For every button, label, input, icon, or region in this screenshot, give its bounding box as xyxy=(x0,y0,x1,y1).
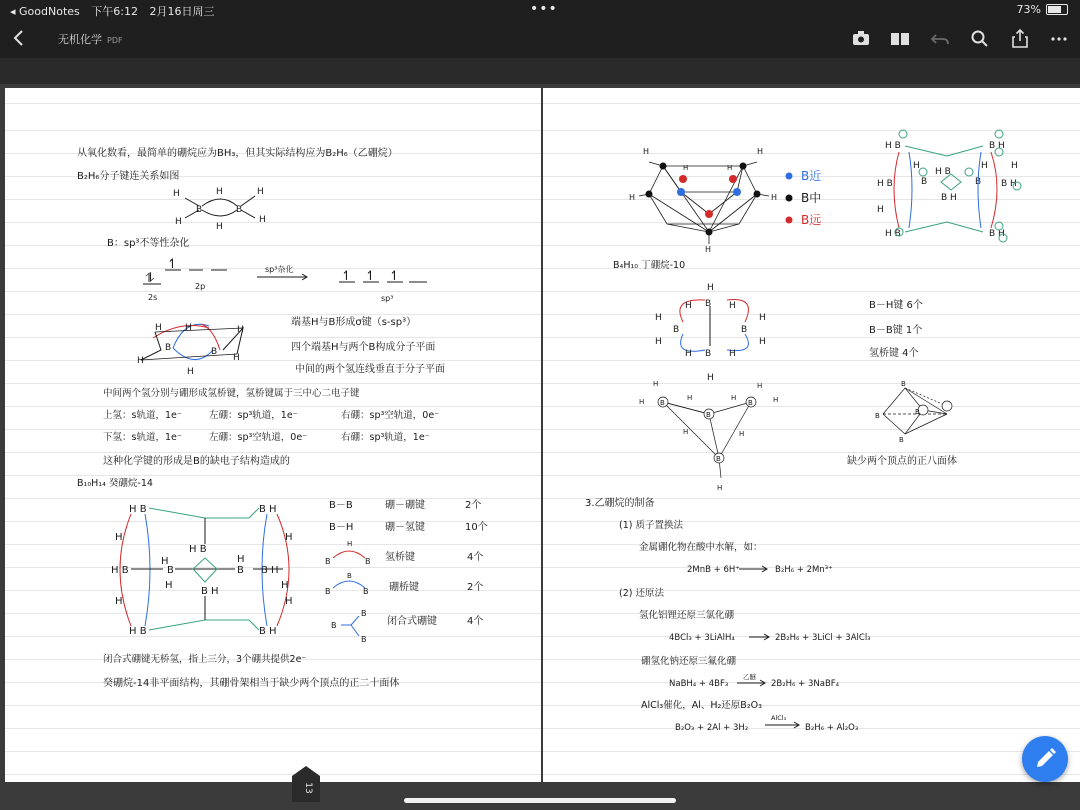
svg-text:B: B xyxy=(748,399,753,407)
svg-text:B: B xyxy=(325,557,331,566)
legend-middle: B中 xyxy=(801,191,822,205)
svg-text:H: H xyxy=(757,147,764,156)
battery-icon xyxy=(1046,4,1068,15)
eq3-condition: 乙醚 xyxy=(743,673,756,681)
battery-fill xyxy=(1048,6,1061,13)
svg-text:H: H xyxy=(347,540,353,548)
svg-text:B: B xyxy=(236,205,243,215)
bond-name-3: 硼桥键 xyxy=(389,582,419,593)
status-date: 2月16日周三 xyxy=(149,5,215,18)
svg-text:H B: H B xyxy=(885,229,901,239)
left-page[interactable] xyxy=(5,88,541,782)
eq1-left: 2MnB + 6H⁺ xyxy=(687,565,740,575)
octahedron-note: 缺少两个顶点的正八面体 xyxy=(847,456,957,467)
svg-text:B H: B H xyxy=(261,565,279,576)
svg-text:H: H xyxy=(683,164,689,172)
svg-text:H: H xyxy=(259,215,266,225)
b4h10-structure xyxy=(655,283,766,383)
back-icon[interactable] xyxy=(8,24,30,52)
page-number: 13 xyxy=(303,782,313,794)
battery-percent: 73% xyxy=(1016,3,1041,16)
svg-text:B: B xyxy=(901,380,906,388)
svg-text:H: H xyxy=(687,394,693,402)
upper-h: 上氢：s轨道，1e⁻ xyxy=(103,410,182,421)
eq2-left: 4BCl₃ + 3LiAlH₄ xyxy=(669,633,735,643)
svg-text:B: B xyxy=(165,343,172,353)
svg-text:B H: B H xyxy=(989,141,1005,151)
svg-text:H: H xyxy=(115,532,123,543)
status-right xyxy=(1017,3,1068,16)
svg-text:H: H xyxy=(729,349,736,359)
svg-text:B: B xyxy=(361,635,367,644)
svg-text:H: H xyxy=(175,217,182,227)
pencil-icon xyxy=(1022,736,1068,782)
svg-text:H: H xyxy=(173,189,180,199)
document-title[interactable] xyxy=(58,31,123,47)
hybrid-note: B：sp³不等性杂化 xyxy=(107,238,190,249)
method-2: (2) 还原法 xyxy=(619,588,664,599)
intro-line-1: 从氧化数看，最简单的硼烷应为BH₃，但其实际结构应为B₂H₆（乙硼烷） xyxy=(77,148,398,159)
back-to-app[interactable]: ◂ GoodNotes xyxy=(10,5,80,18)
legend-far: B远 xyxy=(801,213,822,227)
bond-name-1: 硼－氢键 xyxy=(385,522,425,533)
svg-text:B: B xyxy=(325,587,331,596)
eq4-condition: AlCl₃ xyxy=(771,714,787,722)
upper-right-b: 右硼：sp³空轨道，0e⁻ xyxy=(341,410,440,421)
more-icon[interactable] xyxy=(1046,26,1072,52)
bond-name-4: 闭合式硼键 xyxy=(387,616,437,627)
svg-text:B H: B H xyxy=(941,193,957,203)
b10h14-numbered-structure xyxy=(877,130,1021,242)
eq4-left: B₂O₃ + 2Al + 3H₂ xyxy=(675,723,749,733)
b10h14-3d-atoms xyxy=(629,147,777,254)
svg-text:B: B xyxy=(875,412,880,420)
svg-text:B: B xyxy=(365,557,371,566)
hydrogen-bridge-sketch xyxy=(325,540,371,566)
svg-text:B: B xyxy=(705,349,712,359)
undo-icon[interactable] xyxy=(927,26,953,52)
svg-text:B: B xyxy=(899,436,904,444)
svg-text:H: H xyxy=(155,323,162,333)
right-page[interactable] xyxy=(543,88,1080,782)
lower-left-b: 左硼：sp³空轨道，0e⁻ xyxy=(209,432,308,443)
legend-near: B近 xyxy=(801,169,822,183)
document-kind: PDF xyxy=(107,36,123,45)
svg-text:B: B xyxy=(331,621,337,630)
lower-h: 下氢：s轨道，1e⁻ xyxy=(103,432,182,443)
svg-text:H: H xyxy=(285,532,293,543)
svg-text:H: H xyxy=(216,187,223,197)
eq3-right: 2B₂H₆ + 3NaBF₄ xyxy=(771,679,840,689)
b4h10-3d-labels xyxy=(639,380,778,492)
svg-text:H: H xyxy=(773,396,779,404)
orb-arrow-label: sp³杂化 xyxy=(265,265,294,274)
eq2-right: 2B₂H₆ + 3LiCl + 3AlCl₃ xyxy=(775,633,871,643)
closed-note-2: 癸硼烷-14非平面结构，其硼骨架相当于缺少两个顶点的正二十面体 xyxy=(103,678,400,689)
svg-text:B: B xyxy=(237,565,244,576)
b4h10-hbridge-bonds: 氢桥键 4个 xyxy=(869,348,919,359)
b4h10-title: B₄H₁₀ 丁硼烷-10 xyxy=(613,260,686,271)
svg-text:B: B xyxy=(347,572,352,580)
camera-icon[interactable] xyxy=(848,26,874,52)
svg-text:B: B xyxy=(167,565,174,576)
svg-text:H: H xyxy=(257,187,264,197)
svg-text:B H: B H xyxy=(1001,179,1017,189)
svg-text:H: H xyxy=(1011,161,1018,171)
svg-text:↿: ↿ xyxy=(167,257,178,272)
svg-text:B H: B H xyxy=(201,586,219,597)
svg-text:↿: ↿ xyxy=(389,269,400,284)
closed-bond-sketch xyxy=(331,609,367,644)
svg-text:H: H xyxy=(727,164,733,172)
desc-line-1: 端基H与B形成σ键（s-sp³） xyxy=(291,317,417,328)
method-2-desc-1: 氢化铝锂还原三氯化硼 xyxy=(639,610,735,621)
method-1-desc: 金属硼化物在酸中水解，如： xyxy=(639,542,763,553)
svg-text:B H: B H xyxy=(259,626,277,637)
svg-text:H: H xyxy=(237,554,245,565)
svg-text:H: H xyxy=(731,394,737,402)
eq3-left: NaBH₄ + 4BF₃ xyxy=(669,679,729,689)
eq4-right: B₂H₆ + Al₂O₃ xyxy=(805,723,859,733)
svg-text:B: B xyxy=(921,177,928,187)
book-icon[interactable] xyxy=(887,26,913,52)
svg-text:B: B xyxy=(716,455,721,463)
svg-text:H: H xyxy=(913,161,920,171)
reason-note: 这种化学键的形成是B的缺电子结构造成的 xyxy=(103,456,290,467)
svg-text:B: B xyxy=(915,408,920,416)
orb-2s: 2s xyxy=(148,293,158,302)
svg-text:H: H xyxy=(165,580,173,591)
toolbar xyxy=(0,20,1080,58)
svg-text:H: H xyxy=(757,382,763,390)
multitask-dots-icon[interactable]: ••• xyxy=(530,1,558,17)
desc-line-3: 中间的两个氢连线垂直于分子平面 xyxy=(295,364,445,375)
svg-text:H: H xyxy=(233,353,240,363)
svg-text:B: B xyxy=(975,177,982,187)
orb-2p: 2p xyxy=(195,282,206,291)
svg-text:H: H xyxy=(655,313,662,323)
bond-count-4: 4个 xyxy=(467,616,484,627)
svg-text:B: B xyxy=(706,411,711,419)
svg-text:H: H xyxy=(115,596,123,607)
svg-text:B: B xyxy=(196,205,203,215)
svg-text:H: H xyxy=(717,484,723,492)
svg-text:↿: ↿ xyxy=(341,269,352,284)
status-time: 下午6:12 xyxy=(91,5,138,18)
svg-text:H B: H B xyxy=(111,565,129,576)
svg-text:B H: B H xyxy=(989,229,1005,239)
status-bar xyxy=(0,0,1080,20)
desc-line-2: 四个端基H与两个B构成分子平面 xyxy=(291,342,436,353)
bridge-note: 中间两个氢分别与硼形成氢桥键，氢桥键属于三中心二电子键 xyxy=(103,388,360,399)
svg-text:H: H xyxy=(759,313,766,323)
left-page-drawing xyxy=(5,88,541,782)
b4h10-bb-bonds: B－B键 1个 xyxy=(869,325,923,336)
bond-name-2: 氢桥键 xyxy=(385,552,415,563)
share-icon[interactable] xyxy=(1007,26,1033,52)
b2h6-structure-3d xyxy=(137,323,244,377)
closed-note-1: 闭合式硼键无桥氢，指上三分，3个硼共提供2e⁻ xyxy=(103,654,307,665)
orb-sp3: sp³ xyxy=(381,294,394,303)
svg-text:H: H xyxy=(877,205,884,215)
document-title-text: 无机化学 xyxy=(58,33,102,46)
svg-text:H: H xyxy=(281,580,289,591)
b-legend xyxy=(786,169,822,227)
prep-heading: 3.乙硼烷的制备 xyxy=(585,498,655,509)
svg-text:⥮: ⥮ xyxy=(145,271,155,286)
svg-text:H: H xyxy=(771,193,778,202)
svg-text:H: H xyxy=(705,245,712,254)
status-left xyxy=(10,3,222,19)
bond-name-0: 硼－硼键 xyxy=(385,500,425,511)
svg-text:↿: ↿ xyxy=(365,269,376,284)
svg-text:H: H xyxy=(216,222,223,232)
svg-text:B: B xyxy=(363,587,369,596)
svg-text:B: B xyxy=(741,325,748,335)
svg-text:B: B xyxy=(660,399,665,407)
intro-line-2: B₂H₆分子键连关系如图 xyxy=(77,171,180,182)
svg-text:B: B xyxy=(673,325,680,335)
lower-right-b: 右硼：sp³轨道，1e⁻ xyxy=(341,432,430,443)
svg-text:H B: H B xyxy=(885,141,901,151)
b10h14-structure xyxy=(111,504,293,637)
svg-text:H: H xyxy=(237,325,244,335)
bond-count-3: 2个 xyxy=(467,582,484,593)
method-2-desc-3: AlCl₃催化，Al、H₂还原B₂O₃ xyxy=(641,700,762,711)
svg-text:H: H xyxy=(739,430,745,438)
bond-count-1: 10个 xyxy=(465,522,488,533)
svg-text:H: H xyxy=(137,356,144,366)
svg-text:H B: H B xyxy=(189,544,207,555)
upper-left-b: 左硼：sp³轨道，1e⁻ xyxy=(209,410,298,421)
search-icon[interactable] xyxy=(967,26,993,52)
method-2-desc-2: 硼氢化钠还原三氟化硼 xyxy=(641,656,737,667)
bond-type-1: B－H xyxy=(329,522,354,533)
pen-tool-button[interactable] xyxy=(1022,736,1068,782)
bond-table xyxy=(325,498,488,644)
b4h10-bh-bonds: B－H键 6个 xyxy=(869,300,923,311)
svg-text:H: H xyxy=(185,323,192,333)
svg-text:H: H xyxy=(285,596,293,607)
bond-count-2: 4个 xyxy=(467,552,484,563)
svg-text:H: H xyxy=(655,337,662,347)
svg-text:H: H xyxy=(685,301,692,311)
svg-text:H: H xyxy=(707,283,714,293)
svg-text:B: B xyxy=(361,609,367,618)
svg-text:H: H xyxy=(629,193,636,202)
page-number-tab[interactable] xyxy=(292,764,320,802)
home-indicator[interactable] xyxy=(404,798,676,803)
svg-text:B: B xyxy=(211,347,218,357)
bond-count-0: 2个 xyxy=(465,500,482,511)
svg-text:H: H xyxy=(759,337,766,347)
svg-text:H B: H B xyxy=(129,504,147,515)
svg-text:H: H xyxy=(187,367,194,377)
svg-text:H: H xyxy=(161,556,169,567)
svg-text:H: H xyxy=(729,301,736,311)
svg-text:H: H xyxy=(653,380,659,388)
bond-type-0: B－B xyxy=(329,500,353,511)
svg-text:H: H xyxy=(981,161,988,171)
orbital-diagram xyxy=(143,257,427,303)
method-1: (1) 质子置换法 xyxy=(619,520,683,531)
svg-text:H B: H B xyxy=(877,179,893,189)
svg-text:H: H xyxy=(643,147,650,156)
right-page-drawing xyxy=(543,88,1080,782)
svg-text:B H: B H xyxy=(259,504,277,515)
b10h14-3d-structure xyxy=(639,162,769,244)
svg-text:H: H xyxy=(707,373,714,383)
svg-text:H: H xyxy=(685,349,692,359)
svg-text:H: H xyxy=(639,398,645,406)
b10h14-title: B₁₀H₁₄ 癸硼烷-14 xyxy=(77,478,153,489)
boron-bridge-sketch xyxy=(325,572,369,596)
svg-text:H: H xyxy=(683,428,689,436)
eq1-right: B₂H₆ + 2Mn³⁺ xyxy=(775,565,833,575)
svg-text:H B: H B xyxy=(129,626,147,637)
svg-text:H B: H B xyxy=(935,167,951,177)
svg-text:B: B xyxy=(705,299,712,309)
toolbar-subbar xyxy=(0,58,1080,84)
